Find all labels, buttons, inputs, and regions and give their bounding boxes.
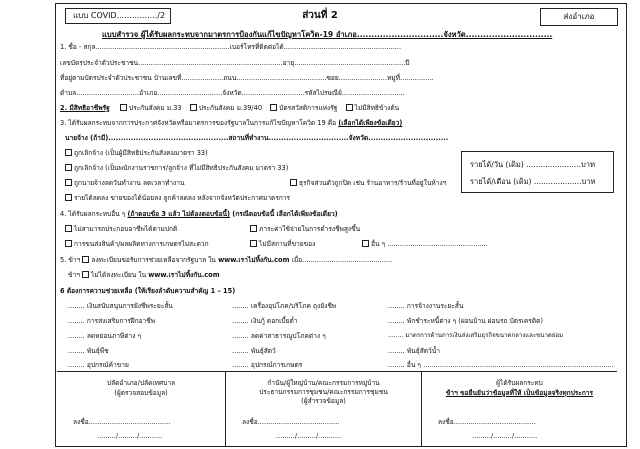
signature-line[interactable]: ลงชื่อ....................................... — [242, 418, 340, 426]
checkbox[interactable] — [65, 240, 72, 247]
income-box — [461, 151, 614, 193]
s6-item[interactable]: ........ มาตรการด้านการเงินส่งเสริมธุรกิจขนาดกลางและขนาดย่อม — [388, 332, 564, 339]
rights-option-1[interactable]: ประกันสังคม ม.33 — [120, 104, 182, 112]
s3-option-4[interactable]: ธุรกิจส่วนตัวถูกปิด เช่น ร้านอาหาร/ร้านที่อยู่ในห้างฯ — [290, 179, 446, 187]
s3-option-2[interactable]: ถูกเลิกจ้าง (เป็นพนักงานราชการ/ลูกจ้าง ที่ไม่มีสิทธิประกันสังคม มาตรา 33) — [65, 164, 288, 172]
checkbox[interactable] — [65, 149, 72, 156]
s6-item[interactable]: ........ การส่งเสริมการฝึกอาชีพ — [68, 317, 156, 325]
checkbox[interactable] — [250, 240, 257, 247]
s4-option-2[interactable]: ภาระค่าใช้จ่ายในการดำรงชีพสูงขึ้น — [250, 225, 360, 233]
s6-item[interactable]: ........ เงินสนับสนุนการยังชีพระยะสั้น — [68, 302, 173, 310]
part-title: ส่วนที่ 2 — [302, 10, 338, 21]
checkbox[interactable] — [65, 194, 72, 201]
name-field[interactable]: 1. ชื่อ - สกุล................................................................เบอร์โทรที่ติดต่อได้........................................................ — [60, 43, 402, 51]
s6-item[interactable]: ........ อุปกรณ์การเกษตร — [232, 361, 303, 369]
s3-question: 3. ได้รับผลกระทบจากการประกาศจังหวัดหรือมาตรการของรัฐบาลในการแก้ไขปัญหาโควิด 19 คือ (เลือกได้เพียงข้อเดียว) — [60, 119, 403, 127]
signature-col-surveyor: กำนัน/ผู้ใหญ่บ้าน/คณะกรรมการหมู่บ้าน ประธานกรรมการชุมชน/คณะกรรมการชุมชน (ผู้สำรวจข้อมูล) ลงชื่อ....................................... ........./........./........... — [225, 372, 421, 446]
checkbox[interactable] — [65, 225, 72, 232]
s6-item[interactable]: ........ พักชำระหนี้ต่าง ๆ (ผ่อนบ้าน ผ่อนรถ บัตรเครดิต) — [388, 317, 543, 325]
s6-item[interactable]: ........ พันธุ์พืช — [68, 347, 109, 355]
s6-item[interactable]: ........ การจ้างงานระยะสั้น — [388, 302, 464, 310]
date-line[interactable]: ........./........./........... — [276, 432, 342, 440]
address-field[interactable]: ที่อยู่ตามบัตรประจำตัวประชาชน บ้านเลขที่....................ถนน...........................................ซอย.......................หมู่ที่................ — [60, 74, 434, 82]
checkbox[interactable] — [362, 240, 369, 247]
s6-item[interactable]: ........ พันธุ์สัตว์ — [232, 347, 276, 355]
s6-item[interactable]: ........ ลดหย่อนภาษีต่าง ๆ — [68, 332, 142, 340]
s4-question: 4. ได้รับผลกระทบอื่น ๆ (ถ้าตอบข้อ 3 แล้ว ไม่ต้องตอบข้อนี้) (กรณีตอบข้อนี้ เลือกได้เพียงข้อเดียว) — [60, 210, 338, 218]
s6-item[interactable]: ........ อุปกรณ์ค้าขาย — [68, 361, 129, 369]
checkbox[interactable] — [250, 225, 257, 232]
s4-option-1[interactable]: ไม่สามารถประกอบอาชีพได้ตามปกติ — [65, 225, 177, 233]
s5-not-registered-row[interactable]: ข้าฯ ไม่ได้ลงทะเบียน ใน www.เราไม่ทิ้งกัน.com — [68, 271, 220, 279]
checkbox[interactable] — [65, 179, 72, 186]
s6-question: 6 ต้องการความช่วยเหลือ (ให้เรียงลำดับความสำคัญ 1 – 15) — [60, 287, 236, 295]
s4-option-5[interactable]: อื่น ๆ ................................................ — [362, 240, 488, 248]
s3-option-1[interactable]: ถูกเลิกจ้าง (เป็นผู้มีสิทธิประกันสังคมมาตรา 33) — [65, 149, 208, 157]
form-code-box: แบบ COVID................/2 — [65, 8, 171, 24]
rights-option-2[interactable]: ประกันสังคม ม.39/40 — [190, 104, 262, 112]
s5-registered-row[interactable]: 5. ข้าฯ ลงทะเบียนขอรับการช่วยเหลือจากรัฐบาล ใน www.เราไม่ทิ้งกัน.com เมื่อ........................................... — [60, 256, 393, 264]
employer-row[interactable]: นายจ้าง (ถ้ามี)................................................สถานที่ทำงาน................................จังหวัด................................ — [65, 134, 449, 142]
income-day-field[interactable]: รายได้/วัน (เดิม) .......................บาท — [470, 160, 595, 169]
checkbox[interactable] — [346, 104, 353, 111]
checkbox[interactable] — [270, 104, 277, 111]
checkbox[interactable] — [290, 179, 297, 186]
district-box: ส่งอำเภอ — [540, 8, 618, 26]
income-month-field[interactable]: รายได้/เดือน (เดิม) ....................บาท — [470, 177, 596, 186]
signature-line[interactable]: ลงชื่อ....................................... — [73, 418, 171, 426]
rights-row — [60, 104, 399, 112]
rights-option-4[interactable]: ไม่มีสิทธิข้างต้น — [346, 104, 400, 112]
rights-label: 2. มีสิทธิอาชีพรัฐ — [60, 104, 110, 112]
checkbox[interactable] — [65, 164, 72, 171]
s3-option-5[interactable]: รายได้ลดลง ขายของได้น้อยลง ลูกค้าลดลง หลังจากจังหวัดประกาศมาตรการ — [65, 194, 290, 202]
checkbox[interactable] — [190, 104, 197, 111]
survey-title: แบบสำรวจ ผู้ได้รับผลกระทบจากมาตรการป้องกันแก้ไขปัญหาโควิด-19 อำเภอ..............................จังหวัด.............................. — [102, 30, 553, 39]
idcard-field[interactable]: เลขบัตรประจำตัวประชาชน.....................................................................อายุ.....................................................ปี — [60, 59, 410, 67]
signature-line[interactable]: ลงชื่อ....................................... — [438, 418, 536, 426]
date-line[interactable]: ........./........./........... — [472, 432, 538, 440]
s6-item[interactable]: ........ พันธุ์สัตว์น้ำ — [388, 347, 440, 355]
signature-col-checker: ปลัดอำเภอ/ปลัดเทศบาล (ผู้ตรวจสอบข้อมูล) ลงชื่อ....................................... ........./........./........... — [73, 379, 176, 440]
checkbox[interactable] — [82, 271, 89, 278]
s3-option-3[interactable]: ถูกนายจ้างลดวันทำงาน ลดเวลาทำงาน — [65, 179, 184, 187]
date-line[interactable]: ........./........./........... — [97, 432, 163, 440]
s6-item[interactable]: ........ ลดค่าสาธารณูปโภคต่าง ๆ — [232, 332, 326, 340]
checkbox[interactable] — [120, 104, 127, 111]
signature-col-affected: ผู้ได้รับผลกระทบ ข้าฯ ขอยืนยันว่าข้อมูลที่ให้ เป็นข้อมูลจริงทุกประการ ลงชื่อ....................................... ........./........./........... — [421, 372, 617, 446]
checkbox[interactable] — [82, 256, 89, 263]
s6-item[interactable]: ........ เครื่องอุปโภค/บริโภค ถุงยังชีพ — [232, 302, 337, 310]
s6-item[interactable]: ........ อื่น ๆ ........................................................................................... — [388, 361, 614, 369]
s4-option-3[interactable]: การขนส่งสินค้า/ผลผลิตทางการเกษตรไม่สะดวก — [65, 240, 209, 248]
s4-option-4[interactable]: ไม่มีสถานที่ขายของ — [250, 240, 315, 248]
signature-table — [57, 371, 617, 445]
subdistrict-field[interactable]: ตำบล..............................อำเภอ...............................จังหวัด..............................รหัสไปรษณีย์.............................. — [60, 89, 405, 97]
rights-option-3[interactable]: บัตรสวัสดิการแห่งรัฐ — [270, 104, 337, 112]
s6-item[interactable]: ........ เงินกู้ ดอกเบี้ยต่ำ — [232, 317, 298, 325]
